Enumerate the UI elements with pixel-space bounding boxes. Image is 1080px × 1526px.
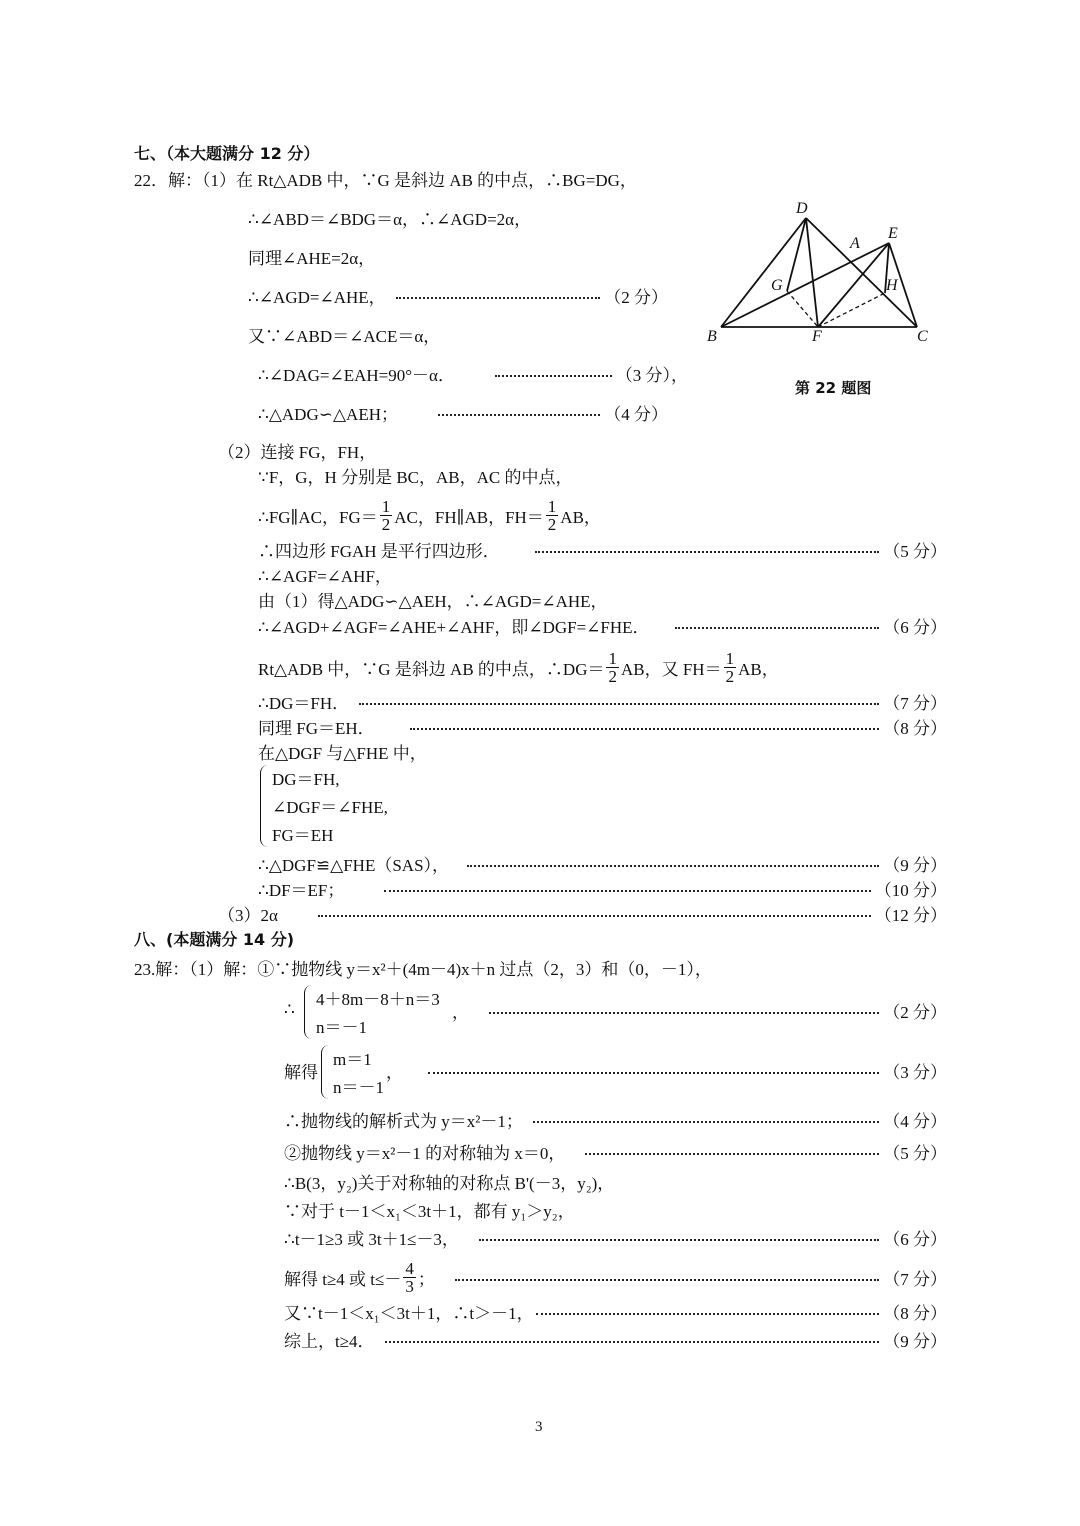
dot-leader xyxy=(359,703,879,705)
q22-line: 22．解：（1）在 Rt△ADB 中，∵G 是斜边 AB 的中点，∴BG=DG， xyxy=(134,170,637,190)
line-text: AB，又 FH＝ xyxy=(620,659,722,679)
line-text: AB， xyxy=(560,507,601,527)
q23-line: ∵对于 t－1＜x₁＜3t＋1，都有 y₁＞y₂， xyxy=(284,1201,575,1221)
score: （9 分） xyxy=(883,1331,947,1351)
q22-line xyxy=(258,713,947,739)
score: （4 分） xyxy=(883,1111,947,1131)
equation-system xyxy=(321,1045,391,1099)
point-label-e: E xyxy=(888,225,898,242)
line-text: 解得 xyxy=(284,1062,318,1082)
q22-line: ∵F，G，H 分别是 BC，AB，AC 的中点， xyxy=(258,467,573,487)
q22-line: ∴∠AGF=∠AHF， xyxy=(258,566,392,586)
q23-line xyxy=(284,1224,947,1250)
q22-line xyxy=(258,688,947,714)
point-label-h: H xyxy=(886,277,898,294)
system-row: DG＝FH, xyxy=(272,770,340,789)
score: （7 分） xyxy=(883,1269,947,1289)
line-text: （3）2α xyxy=(218,905,278,925)
line-text: 解得 t≥4 或 t≤－ xyxy=(284,1269,402,1289)
score: （10 分） xyxy=(874,880,947,900)
line-text: ∴四边形 FGAH 是平行四边形． xyxy=(258,541,500,561)
segment-bd xyxy=(721,218,806,327)
fraction-half: $\frac{1}{2}$ xyxy=(725,648,735,686)
q23-line xyxy=(284,1298,947,1324)
score: （2 分） xyxy=(883,1002,947,1022)
system-row: FG＝EH xyxy=(272,826,334,845)
fraction-half: $\frac{1}{2}$ xyxy=(381,496,391,534)
line-text: ∴∠AGD+∠AGF=∠AHE+∠AHF，即∠DGF=∠FHE． xyxy=(258,617,650,637)
score: （12 分） xyxy=(874,905,947,925)
q23-line: ∴B(3，y₂)关于对称轴的对称点 B'(－3，y₂)， xyxy=(284,1173,615,1193)
line-text: 综上，t≥4． xyxy=(284,1331,375,1351)
point-label-c: C xyxy=(917,328,928,345)
score: （8 分） xyxy=(883,718,947,738)
dot-leader xyxy=(489,1012,879,1014)
system-row: ∠DGF＝∠FHE, xyxy=(272,798,388,817)
q22-line xyxy=(258,875,947,901)
dot-leader xyxy=(479,1239,879,1241)
q22-part2-line: （2）连接 FG，FH， xyxy=(218,442,377,462)
line-text: ∴t－1≥3 或 3t＋1≤－3， xyxy=(284,1229,459,1249)
segment-df xyxy=(806,218,818,327)
geometry-figure xyxy=(0,0,1080,420)
q23-line xyxy=(284,1106,947,1132)
equation-system xyxy=(304,985,464,1039)
dot-leader xyxy=(384,890,870,892)
q23-line xyxy=(284,1138,947,1164)
line-text: ∴∠DAG=∠EAH=90°－α． xyxy=(258,365,455,385)
segment-fh-dashed xyxy=(818,293,885,327)
q22-line: 由（1）得△ADG∽△AEH，∴∠AGD=∠AHE， xyxy=(258,591,608,611)
segment-be xyxy=(721,243,889,327)
line-text: ； xyxy=(417,1269,435,1289)
dot-leader xyxy=(536,1313,880,1315)
score: （5 分） xyxy=(883,1143,947,1163)
dot-leader xyxy=(585,1153,879,1155)
line-text: ∴DG＝FH． xyxy=(258,693,350,713)
q22-line xyxy=(258,497,601,533)
point-label-a: A xyxy=(850,235,860,252)
score: （3 分） xyxy=(883,1062,947,1082)
line-text: AB， xyxy=(738,659,779,679)
dot-leader xyxy=(318,915,871,917)
segment-gf-dashed xyxy=(787,291,818,327)
segment-dc xyxy=(806,218,917,327)
line-text: Rt△ADB 中，∵G 是斜边 AB 的中点，∴DG＝ xyxy=(258,659,605,679)
section-heading-7: 七、（本大题满分 12 分） xyxy=(134,143,320,163)
equation-system xyxy=(260,765,460,847)
dot-leader xyxy=(675,627,880,629)
point-label-d: D xyxy=(796,200,808,217)
score: （8 分） xyxy=(883,1303,947,1323)
line-text: 又∵t－1＜x₁＜3t＋1，∴t＞－1， xyxy=(284,1303,534,1323)
section-heading-8: 八、(本题满分 14 分) xyxy=(134,929,295,949)
page-number: 3 xyxy=(535,1418,543,1435)
score: （5 分） xyxy=(883,541,947,561)
line-text: AC，FH∥AB，FH＝ xyxy=(394,507,544,527)
q22-line xyxy=(258,612,947,638)
line-text: ， xyxy=(386,1062,403,1082)
line-text: ②抛物线 y＝x²－1 的对称轴为 x＝0， xyxy=(284,1143,566,1163)
system-row: 4＋8m－8＋n＝3 xyxy=(316,990,440,1009)
line-text: ∴△ADG∽△AEH； xyxy=(258,404,398,424)
q22-line: ∴∠ABD＝∠BDG＝α，∴∠AGD=2α， xyxy=(248,209,532,229)
q23-line xyxy=(386,1057,947,1083)
dot-leader xyxy=(535,551,879,553)
dot-leader xyxy=(467,865,879,867)
score: （3 分）， xyxy=(615,365,688,385)
score: （6 分） xyxy=(883,617,947,637)
system-row: m＝1 xyxy=(333,1050,372,1069)
line-text: ∴FG∥AC，FG＝ xyxy=(258,507,378,527)
score: （2 分） xyxy=(604,287,668,307)
q23-line xyxy=(284,1259,947,1295)
q22-line: 同理∠AHE=2α， xyxy=(248,248,376,268)
score: （7 分） xyxy=(883,693,947,713)
q22-line: 又∵∠ABD＝∠ACE＝α， xyxy=(248,326,441,346)
q22-line xyxy=(258,536,947,562)
point-label-b: B xyxy=(707,328,717,345)
score: （9 分） xyxy=(883,855,947,875)
line-text: ∴△DGF≌△FHE（SAS）， xyxy=(258,855,450,875)
dot-leader xyxy=(385,1341,880,1343)
score: （6 分） xyxy=(883,1229,947,1249)
point-label-f: F xyxy=(812,328,822,345)
fraction-half: $\frac{1}{2}$ xyxy=(547,496,557,534)
q22-line xyxy=(258,850,947,876)
figure-caption: 第 22 题图 xyxy=(795,379,872,397)
q23-line: 23.解：（1）解：①∵抛物线 y＝x²＋(4m－4)x＋n 过点（2，3）和（0，－1）， xyxy=(134,959,712,979)
q22-line xyxy=(258,649,779,685)
line-text: ∴∠AGD=∠AHE， xyxy=(248,287,386,307)
q23-line xyxy=(452,997,947,1023)
therefore-symbol: ∴ xyxy=(284,1000,295,1019)
fraction-four-thirds: $\frac{4}{3}$ xyxy=(405,1258,414,1296)
q22-part3-line xyxy=(218,900,947,926)
line-text: ∴抛物线的解析式为 y＝x²－1； xyxy=(284,1111,523,1131)
system-row: n＝－1 xyxy=(333,1078,384,1097)
system-row: n＝－1 xyxy=(316,1018,367,1037)
dot-leader xyxy=(410,728,880,730)
dot-leader xyxy=(428,1072,879,1074)
dot-leader xyxy=(455,1279,879,1281)
line-text: ∴DF＝EF； xyxy=(258,880,345,900)
fraction-half: $\frac{1}{2}$ xyxy=(608,648,617,686)
score: （4 分） xyxy=(604,404,668,424)
q22-line: 在△DGF 与△FHE 中， xyxy=(258,743,427,763)
q23-line xyxy=(284,1326,947,1352)
line-text: 同理 FG＝EH． xyxy=(258,718,375,738)
dot-leader xyxy=(533,1121,879,1123)
point-label-g: G xyxy=(771,277,783,294)
line-text: ， xyxy=(452,1002,469,1022)
